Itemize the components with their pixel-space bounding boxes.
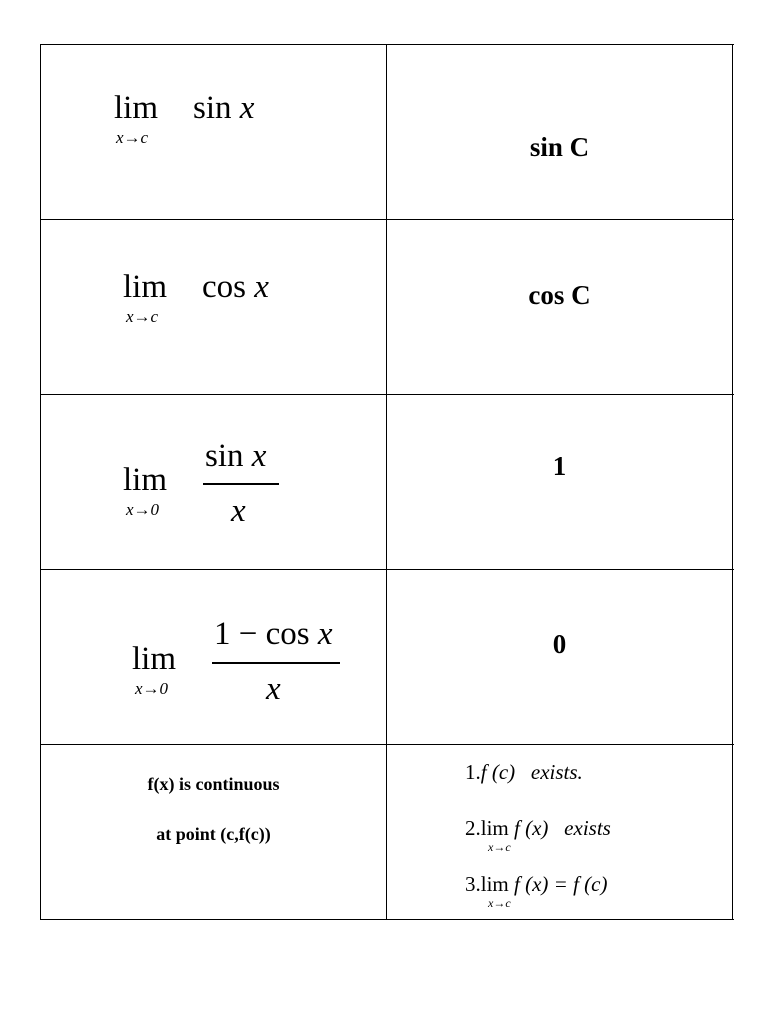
condition-number: 3. xyxy=(465,872,481,896)
function-expression xyxy=(202,271,269,304)
answer-cell xyxy=(387,220,733,394)
continuity-conditions-cell xyxy=(387,745,733,919)
fraction-denominator: x xyxy=(231,493,246,529)
answer-value: 0 xyxy=(552,629,567,659)
fraction-numerator xyxy=(214,618,333,651)
limits-table xyxy=(40,44,734,920)
formula-cell xyxy=(41,570,387,744)
lim-approach: x→c xyxy=(488,896,511,910)
numerator-prefix: 1 − cos xyxy=(214,616,310,652)
function-variable: x xyxy=(317,616,333,652)
lim-approach: x→c xyxy=(116,128,149,147)
lim-symbol: lim xyxy=(123,462,168,498)
table-row xyxy=(41,745,734,920)
condition-text: exists. xyxy=(530,760,583,784)
fraction-numerator xyxy=(205,440,266,473)
table-row xyxy=(41,220,734,395)
function-name: sin xyxy=(193,90,232,126)
table-row xyxy=(41,570,734,745)
answer-cell xyxy=(387,570,733,744)
answer-cell xyxy=(387,395,733,569)
condition-text: exists xyxy=(564,816,611,840)
answer-value: sin C xyxy=(529,132,590,162)
lim-approach: x→0 xyxy=(126,500,160,519)
answer-value: 1 xyxy=(552,451,567,481)
fraction-denominator: x xyxy=(266,671,281,707)
lim-approach: x→c xyxy=(488,840,511,854)
function-name: cos xyxy=(202,269,246,305)
function-variable: x xyxy=(239,90,255,126)
function-variable: x xyxy=(251,438,267,474)
lim-symbol: lim xyxy=(480,872,509,896)
function-name: sin xyxy=(205,438,244,474)
formula-cell xyxy=(41,45,387,219)
condition-expression: f (x) xyxy=(514,816,549,840)
table-row xyxy=(41,45,734,220)
condition-expression: f (x) = f (c) xyxy=(514,872,608,896)
table-row xyxy=(41,395,734,570)
condition-number: 2. xyxy=(465,816,481,840)
condition-3 xyxy=(465,874,607,895)
lim-symbol: lim xyxy=(480,816,509,840)
condition-number: 1. xyxy=(465,760,481,784)
continuity-definition-cell xyxy=(41,745,387,919)
answer-value: cos C xyxy=(528,280,591,310)
lim-approach: x→0 xyxy=(135,679,169,698)
lim-approach: x→c xyxy=(126,307,159,326)
lim-symbol: lim xyxy=(123,269,168,305)
fraction-bar xyxy=(203,483,279,485)
condition-expression: f (c) xyxy=(480,760,516,784)
formula-cell xyxy=(41,395,387,569)
continuity-text-line1: f(x) is continuous xyxy=(147,774,280,794)
condition-2 xyxy=(465,818,611,839)
formula-cell xyxy=(41,220,387,394)
fraction-bar xyxy=(212,662,340,664)
function-variable: x xyxy=(254,269,269,305)
condition-1 xyxy=(465,762,583,783)
lim-symbol: lim xyxy=(114,90,159,126)
lim-symbol: lim xyxy=(132,641,177,677)
answer-cell xyxy=(387,45,733,219)
continuity-text-line2: at point (c,f(c)) xyxy=(156,824,271,844)
function-expression xyxy=(193,92,254,125)
